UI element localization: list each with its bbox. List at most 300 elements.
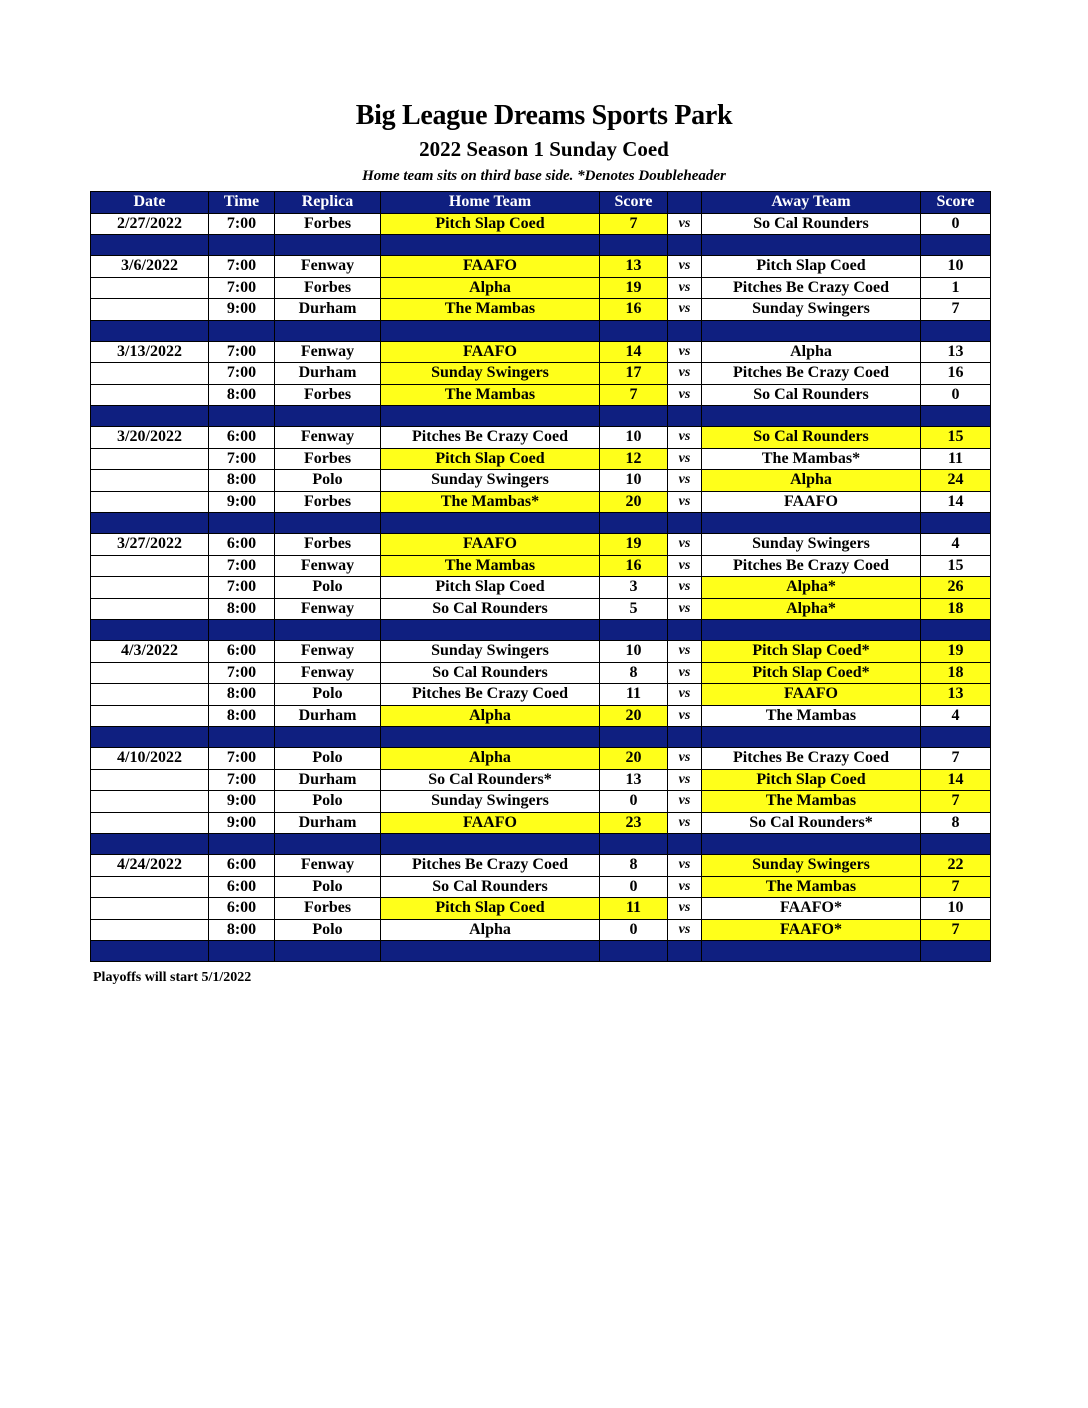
home-team: Alpha <box>381 277 600 299</box>
vs-label: vs <box>668 448 702 470</box>
header-row <box>91 192 991 214</box>
away-team: Pitch Slap Coed* <box>702 641 921 663</box>
separator-cell <box>91 513 209 534</box>
week-separator <box>91 235 991 256</box>
separator-cell <box>668 406 702 427</box>
game-field: Forbes <box>275 448 381 470</box>
game-time: 9:00 <box>209 299 275 321</box>
col-away-team: Away Team <box>702 192 921 214</box>
vs-label: vs <box>668 427 702 449</box>
game-date <box>91 555 209 577</box>
away-score: 0 <box>921 384 991 406</box>
game-field: Durham <box>275 769 381 791</box>
game-row <box>91 299 991 321</box>
home-score: 10 <box>600 641 668 663</box>
separator-cell <box>209 320 275 341</box>
game-date <box>91 662 209 684</box>
game-field: Forbes <box>275 491 381 513</box>
game-date: 3/27/2022 <box>91 534 209 556</box>
separator-cell <box>668 320 702 341</box>
away-team: So Cal Rounders <box>702 427 921 449</box>
schedule-table <box>90 191 991 962</box>
game-time: 7:00 <box>209 277 275 299</box>
away-team: So Cal Rounders <box>702 213 921 235</box>
game-time: 6:00 <box>209 898 275 920</box>
separator-cell <box>702 941 921 962</box>
game-time: 7:00 <box>209 256 275 278</box>
away-team: Pitch Slap Coed <box>702 769 921 791</box>
home-score: 14 <box>600 341 668 363</box>
separator-cell <box>209 834 275 855</box>
game-field: Fenway <box>275 341 381 363</box>
separator-cell <box>209 513 275 534</box>
col-away-score: Score <box>921 192 991 214</box>
game-field: Forbes <box>275 277 381 299</box>
away-team: Alpha* <box>702 598 921 620</box>
separator-cell <box>600 320 668 341</box>
home-team: Pitches Be Crazy Coed <box>381 684 600 706</box>
game-date <box>91 812 209 834</box>
seating-note: Home team sits on third base side. *Denotes Doubleheader <box>362 168 726 184</box>
vs-label: vs <box>668 898 702 920</box>
home-score: 19 <box>600 534 668 556</box>
game-field: Forbes <box>275 898 381 920</box>
game-field: Polo <box>275 791 381 813</box>
away-team: FAAFO* <box>702 919 921 941</box>
game-field: Fenway <box>275 427 381 449</box>
game-field: Forbes <box>275 213 381 235</box>
separator-cell <box>668 941 702 962</box>
separator-cell <box>91 320 209 341</box>
separator-cell <box>91 941 209 962</box>
home-score: 8 <box>600 855 668 877</box>
game-row <box>91 898 991 920</box>
home-team: Alpha <box>381 919 600 941</box>
separator-cell <box>209 727 275 748</box>
separator-cell <box>702 727 921 748</box>
game-time: 8:00 <box>209 705 275 727</box>
game-date: 3/20/2022 <box>91 427 209 449</box>
game-time: 6:00 <box>209 876 275 898</box>
separator-cell <box>381 513 600 534</box>
away-team: FAAFO* <box>702 898 921 920</box>
game-field: Durham <box>275 812 381 834</box>
home-score: 13 <box>600 769 668 791</box>
away-score: 19 <box>921 641 991 663</box>
game-date: 4/24/2022 <box>91 855 209 877</box>
game-date <box>91 769 209 791</box>
separator-cell <box>921 320 991 341</box>
separator-cell <box>702 406 921 427</box>
game-time: 7:00 <box>209 363 275 385</box>
game-row <box>91 277 991 299</box>
away-team: The Mambas <box>702 705 921 727</box>
game-row <box>91 919 991 941</box>
separator-cell <box>600 727 668 748</box>
separator-cell <box>275 834 381 855</box>
game-field: Polo <box>275 684 381 706</box>
vs-label: vs <box>668 705 702 727</box>
home-team: Sunday Swingers <box>381 363 600 385</box>
game-time: 7:00 <box>209 213 275 235</box>
separator-cell <box>921 834 991 855</box>
away-score: 13 <box>921 684 991 706</box>
home-score: 8 <box>600 662 668 684</box>
away-score: 4 <box>921 705 991 727</box>
away-team: So Cal Rounders* <box>702 812 921 834</box>
separator-cell <box>209 620 275 641</box>
game-time: 6:00 <box>209 641 275 663</box>
vs-label: vs <box>668 491 702 513</box>
home-score: 10 <box>600 427 668 449</box>
game-row <box>91 684 991 706</box>
separator-cell <box>668 235 702 256</box>
separator-cell <box>702 513 921 534</box>
away-team: Pitches Be Crazy Coed <box>702 363 921 385</box>
page-title: Big League Dreams Sports Park <box>355 100 733 131</box>
playoffs-note: Playoffs will start 5/1/2022 <box>93 970 252 985</box>
game-time: 7:00 <box>209 448 275 470</box>
away-score: 7 <box>921 919 991 941</box>
away-team: FAAFO <box>702 491 921 513</box>
away-score: 4 <box>921 534 991 556</box>
home-score: 23 <box>600 812 668 834</box>
col-vs <box>668 192 702 214</box>
separator-cell <box>381 235 600 256</box>
game-date <box>91 598 209 620</box>
game-row <box>91 769 991 791</box>
game-row <box>91 427 991 449</box>
game-field: Polo <box>275 919 381 941</box>
home-team: Sunday Swingers <box>381 470 600 492</box>
home-team: FAAFO <box>381 812 600 834</box>
away-team: Pitches Be Crazy Coed <box>702 555 921 577</box>
home-team: The Mambas <box>381 384 600 406</box>
separator-cell <box>91 620 209 641</box>
vs-label: vs <box>668 769 702 791</box>
separator-cell <box>702 834 921 855</box>
home-team: The Mambas* <box>381 491 600 513</box>
game-time: 8:00 <box>209 919 275 941</box>
away-score: 7 <box>921 748 991 770</box>
col-home-team: Home Team <box>381 192 600 214</box>
week-separator <box>91 620 991 641</box>
separator-cell <box>381 941 600 962</box>
home-score: 10 <box>600 470 668 492</box>
home-score: 0 <box>600 791 668 813</box>
home-team: So Cal Rounders <box>381 598 600 620</box>
home-team: So Cal Rounders <box>381 662 600 684</box>
home-team: FAAFO <box>381 341 600 363</box>
separator-cell <box>275 941 381 962</box>
separator-cell <box>600 941 668 962</box>
game-row <box>91 363 991 385</box>
separator-cell <box>921 941 991 962</box>
vs-label: vs <box>668 470 702 492</box>
game-date <box>91 363 209 385</box>
away-score: 15 <box>921 555 991 577</box>
away-team: The Mambas <box>702 876 921 898</box>
home-score: 17 <box>600 363 668 385</box>
vs-label: vs <box>668 341 702 363</box>
home-team: So Cal Rounders* <box>381 769 600 791</box>
away-score: 7 <box>921 299 991 321</box>
away-score: 10 <box>921 898 991 920</box>
vs-label: vs <box>668 577 702 599</box>
away-score: 14 <box>921 491 991 513</box>
game-row <box>91 491 991 513</box>
home-score: 7 <box>600 384 668 406</box>
away-score: 16 <box>921 363 991 385</box>
game-row <box>91 555 991 577</box>
game-field: Fenway <box>275 855 381 877</box>
vs-label: vs <box>668 555 702 577</box>
away-team: The Mambas <box>702 791 921 813</box>
home-score: 19 <box>600 277 668 299</box>
home-score: 13 <box>600 256 668 278</box>
away-score: 8 <box>921 812 991 834</box>
game-time: 7:00 <box>209 577 275 599</box>
separator-cell <box>668 513 702 534</box>
separator-cell <box>702 620 921 641</box>
away-score: 13 <box>921 341 991 363</box>
game-time: 7:00 <box>209 769 275 791</box>
home-team: FAAFO <box>381 256 600 278</box>
away-score: 14 <box>921 769 991 791</box>
game-time: 7:00 <box>209 748 275 770</box>
away-score: 10 <box>921 256 991 278</box>
vs-label: vs <box>668 684 702 706</box>
away-team: Sunday Swingers <box>702 534 921 556</box>
game-time: 7:00 <box>209 662 275 684</box>
game-time: 8:00 <box>209 384 275 406</box>
game-row <box>91 470 991 492</box>
vs-label: vs <box>668 855 702 877</box>
game-date <box>91 491 209 513</box>
col-date: Date <box>91 192 209 214</box>
vs-label: vs <box>668 748 702 770</box>
vs-label: vs <box>668 662 702 684</box>
game-row <box>91 213 991 235</box>
home-team: Pitch Slap Coed <box>381 577 600 599</box>
separator-cell <box>209 235 275 256</box>
game-row <box>91 641 991 663</box>
home-score: 11 <box>600 684 668 706</box>
home-score: 20 <box>600 705 668 727</box>
vs-label: vs <box>668 213 702 235</box>
game-time: 6:00 <box>209 427 275 449</box>
away-score: 7 <box>921 791 991 813</box>
home-team: Pitch Slap Coed <box>381 213 600 235</box>
home-team: Alpha <box>381 748 600 770</box>
game-date <box>91 577 209 599</box>
home-team: Pitch Slap Coed <box>381 898 600 920</box>
separator-cell <box>275 513 381 534</box>
away-score: 18 <box>921 598 991 620</box>
game-date: 4/10/2022 <box>91 748 209 770</box>
away-team: FAAFO <box>702 684 921 706</box>
separator-cell <box>921 406 991 427</box>
game-row <box>91 256 991 278</box>
game-time: 8:00 <box>209 684 275 706</box>
separator-cell <box>702 235 921 256</box>
separator-cell <box>275 235 381 256</box>
week-separator <box>91 320 991 341</box>
away-team: Pitch Slap Coed* <box>702 662 921 684</box>
home-team: Sunday Swingers <box>381 641 600 663</box>
away-team: Sunday Swingers <box>702 855 921 877</box>
away-team: Sunday Swingers <box>702 299 921 321</box>
game-date <box>91 299 209 321</box>
separator-cell <box>600 620 668 641</box>
away-team: Pitches Be Crazy Coed <box>702 277 921 299</box>
home-score: 5 <box>600 598 668 620</box>
home-team: Sunday Swingers <box>381 791 600 813</box>
vs-label: vs <box>668 534 702 556</box>
away-score: 0 <box>921 213 991 235</box>
game-field: Polo <box>275 470 381 492</box>
separator-cell <box>668 727 702 748</box>
game-field: Polo <box>275 577 381 599</box>
separator-cell <box>91 235 209 256</box>
home-score: 7 <box>600 213 668 235</box>
game-field: Polo <box>275 876 381 898</box>
game-date <box>91 791 209 813</box>
home-team: Pitches Be Crazy Coed <box>381 855 600 877</box>
home-score: 0 <box>600 919 668 941</box>
col-time: Time <box>209 192 275 214</box>
vs-label: vs <box>668 384 702 406</box>
separator-cell <box>921 620 991 641</box>
separator-cell <box>381 727 600 748</box>
game-field: Forbes <box>275 384 381 406</box>
separator-cell <box>209 941 275 962</box>
home-score: 16 <box>600 299 668 321</box>
separator-cell <box>668 834 702 855</box>
vs-label: vs <box>668 812 702 834</box>
away-score: 22 <box>921 855 991 877</box>
home-score: 11 <box>600 898 668 920</box>
home-team: FAAFO <box>381 534 600 556</box>
away-team: Pitch Slap Coed <box>702 256 921 278</box>
separator-cell <box>275 727 381 748</box>
home-score: 20 <box>600 491 668 513</box>
game-field: Durham <box>275 705 381 727</box>
vs-label: vs <box>668 876 702 898</box>
away-team: Alpha <box>702 341 921 363</box>
away-score: 18 <box>921 662 991 684</box>
game-field: Fenway <box>275 555 381 577</box>
separator-cell <box>921 235 991 256</box>
home-score: 12 <box>600 448 668 470</box>
game-field: Forbes <box>275 534 381 556</box>
home-score: 20 <box>600 748 668 770</box>
game-date <box>91 684 209 706</box>
home-score: 0 <box>600 876 668 898</box>
game-row <box>91 448 991 470</box>
separator-cell <box>381 320 600 341</box>
game-row <box>91 705 991 727</box>
game-date <box>91 919 209 941</box>
separator-cell <box>91 727 209 748</box>
game-field: Fenway <box>275 641 381 663</box>
away-team: Pitches Be Crazy Coed <box>702 748 921 770</box>
away-team: So Cal Rounders <box>702 384 921 406</box>
game-row <box>91 598 991 620</box>
vs-label: vs <box>668 791 702 813</box>
game-time: 9:00 <box>209 491 275 513</box>
home-team: The Mambas <box>381 299 600 321</box>
week-separator <box>91 513 991 534</box>
home-team: Pitches Be Crazy Coed <box>381 427 600 449</box>
separator-cell <box>275 620 381 641</box>
separator-cell <box>600 834 668 855</box>
separator-cell <box>921 513 991 534</box>
game-row <box>91 748 991 770</box>
vs-label: vs <box>668 277 702 299</box>
game-time: 7:00 <box>209 341 275 363</box>
home-score: 3 <box>600 577 668 599</box>
separator-cell <box>600 513 668 534</box>
game-row <box>91 577 991 599</box>
game-time: 7:00 <box>209 555 275 577</box>
game-date: 3/13/2022 <box>91 341 209 363</box>
game-row <box>91 341 991 363</box>
vs-label: vs <box>668 256 702 278</box>
home-score: 16 <box>600 555 668 577</box>
game-time: 8:00 <box>209 470 275 492</box>
game-date <box>91 876 209 898</box>
game-field: Durham <box>275 363 381 385</box>
col-home-score: Score <box>600 192 668 214</box>
week-separator <box>91 406 991 427</box>
game-date: 2/27/2022 <box>91 213 209 235</box>
home-team: So Cal Rounders <box>381 876 600 898</box>
game-time: 9:00 <box>209 812 275 834</box>
season-subtitle: 2022 Season 1 Sunday Coed <box>419 137 669 161</box>
away-team: The Mambas* <box>702 448 921 470</box>
game-field: Polo <box>275 748 381 770</box>
vs-label: vs <box>668 641 702 663</box>
game-date <box>91 705 209 727</box>
game-row <box>91 662 991 684</box>
game-row <box>91 876 991 898</box>
game-time: 8:00 <box>209 598 275 620</box>
away-score: 1 <box>921 277 991 299</box>
week-separator <box>91 834 991 855</box>
game-time: 6:00 <box>209 534 275 556</box>
game-field: Durham <box>275 299 381 321</box>
game-date <box>91 277 209 299</box>
home-team: Alpha <box>381 705 600 727</box>
home-team: The Mambas <box>381 555 600 577</box>
game-row <box>91 812 991 834</box>
game-row <box>91 534 991 556</box>
game-field: Fenway <box>275 662 381 684</box>
vs-label: vs <box>668 919 702 941</box>
separator-cell <box>921 727 991 748</box>
game-date <box>91 384 209 406</box>
game-row <box>91 855 991 877</box>
separator-cell <box>209 406 275 427</box>
game-date <box>91 448 209 470</box>
separator-cell <box>702 320 921 341</box>
vs-label: vs <box>668 299 702 321</box>
away-score: 26 <box>921 577 991 599</box>
game-date <box>91 898 209 920</box>
game-field: Fenway <box>275 256 381 278</box>
game-date: 3/6/2022 <box>91 256 209 278</box>
